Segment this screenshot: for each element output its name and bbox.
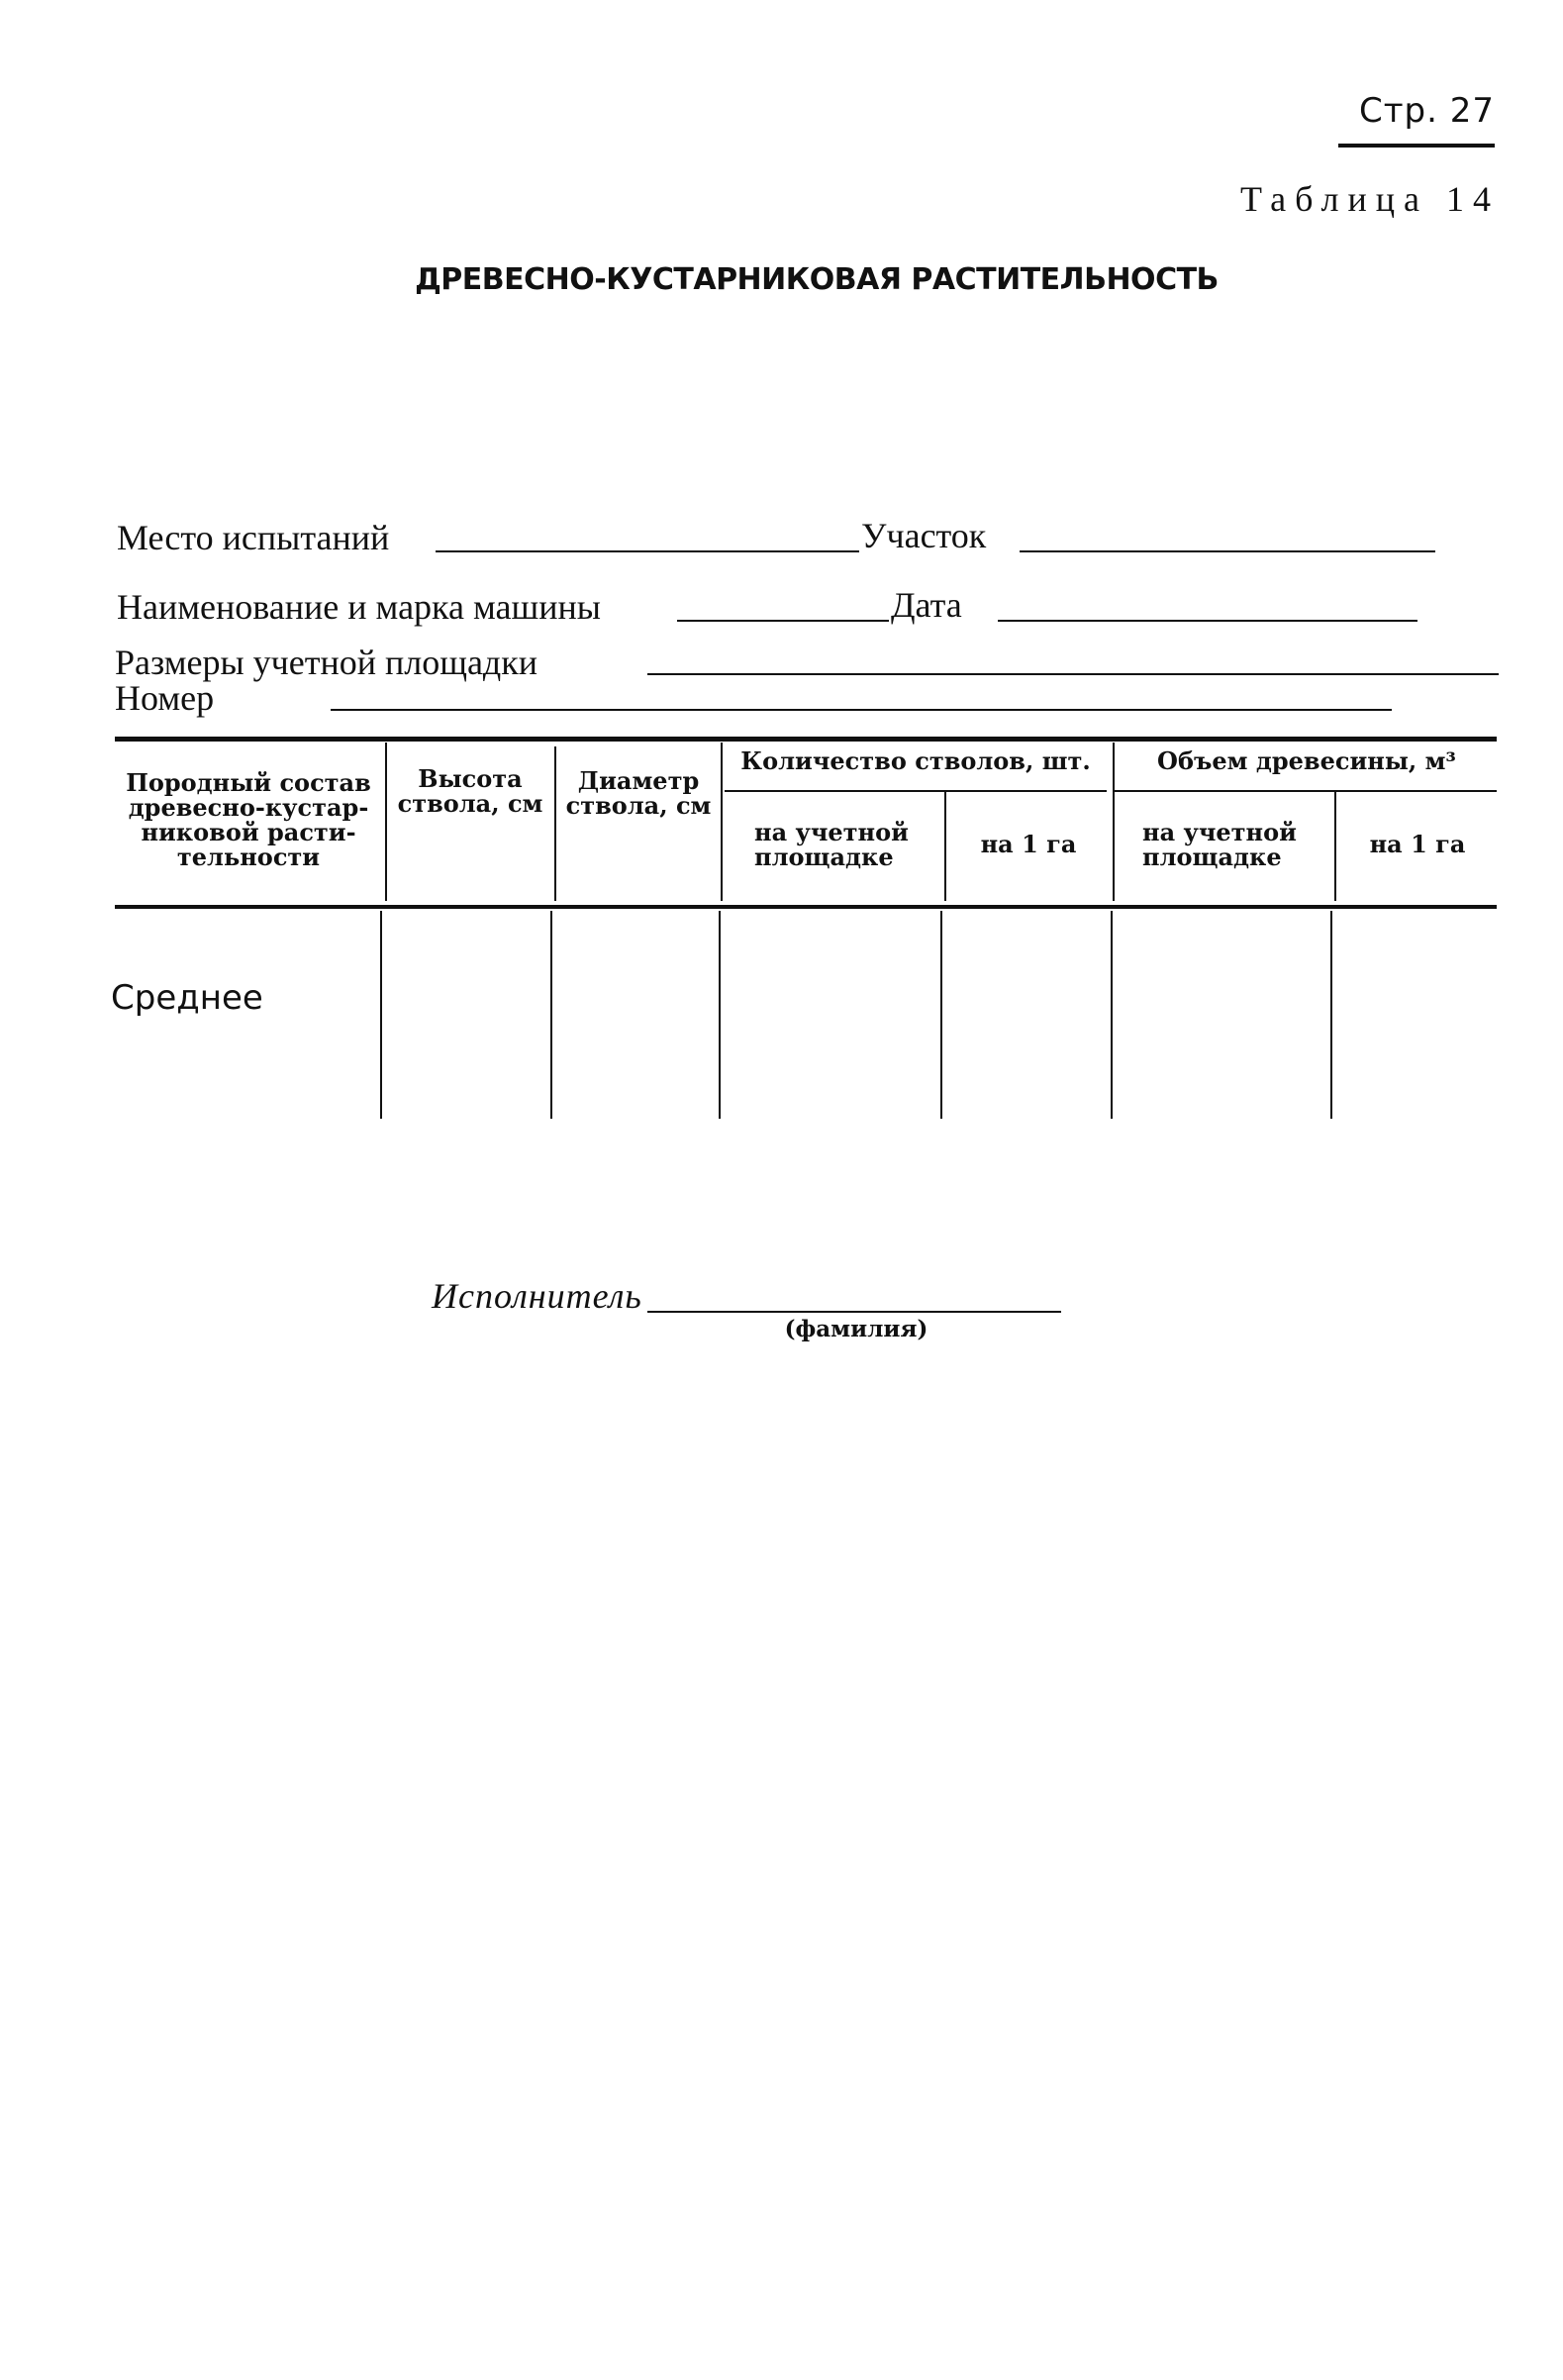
date-label: Дата <box>891 585 962 625</box>
col-divider <box>1334 792 1336 901</box>
test-site-label: Место испытаний <box>117 518 390 557</box>
header-bottom-rule <box>115 905 1497 909</box>
number-field[interactable] <box>331 709 1392 711</box>
trunks-group-rule <box>725 790 1107 792</box>
table-top-rule <box>115 737 1497 742</box>
col-divider <box>550 911 552 1119</box>
col-header-trunks-on-plot: на учетной площадке <box>754 818 909 871</box>
col-divider <box>1111 911 1113 1119</box>
col-divider <box>380 911 382 1119</box>
machine-field[interactable] <box>677 620 889 622</box>
col-divider <box>385 743 387 901</box>
plot-size-field[interactable] <box>647 673 1499 675</box>
row-label-average: Среднее <box>111 978 263 1018</box>
col-divider <box>554 746 556 901</box>
plot-field[interactable] <box>1020 550 1435 552</box>
plot-size-label: Размеры учетной площадки <box>115 643 538 682</box>
col-divider <box>721 743 723 901</box>
col-divider <box>719 911 721 1119</box>
page-number: Стр. 27 <box>1358 91 1495 131</box>
page-number-underline <box>1338 144 1495 148</box>
col-divider <box>944 792 946 901</box>
test-site-field[interactable] <box>436 550 859 552</box>
group-header-volume: Объем древесины, м³ <box>1157 746 1456 775</box>
executor-field[interactable] <box>647 1311 1061 1313</box>
number-label: Номер <box>115 678 215 718</box>
machine-label: Наименование и марка машины <box>117 587 601 627</box>
plot-label: Участок <box>861 516 987 555</box>
volume-group-rule <box>1115 790 1497 792</box>
col-header-volume-on-plot: на учетной площадке <box>1142 818 1297 871</box>
executor-label: Исполнитель <box>432 1276 642 1316</box>
date-field[interactable] <box>998 620 1417 622</box>
col-divider <box>940 911 942 1119</box>
col-divider <box>1330 911 1332 1119</box>
group-header-trunks: Количество стволов, шт. <box>740 746 1091 775</box>
table-label: Таблица 14 <box>1240 179 1500 219</box>
col-divider <box>1113 743 1115 901</box>
col-header-trunks-per-ha: на 1 га <box>980 830 1077 858</box>
col-header-species: Породный состав древесно-кустар-никовой расти-тельности <box>126 768 371 871</box>
col-header-volume-per-ha: на 1 га <box>1369 830 1466 858</box>
surname-hint: (фамилия) <box>784 1316 928 1342</box>
document-title: ДРЕВЕСНО-КУСТАРНИКОВАЯ РАСТИТЕЛЬНОСТЬ <box>415 262 1219 297</box>
col-header-height: Высота ствола, см <box>397 764 543 818</box>
col-header-diameter: Диаметр ствола, см <box>565 766 712 820</box>
